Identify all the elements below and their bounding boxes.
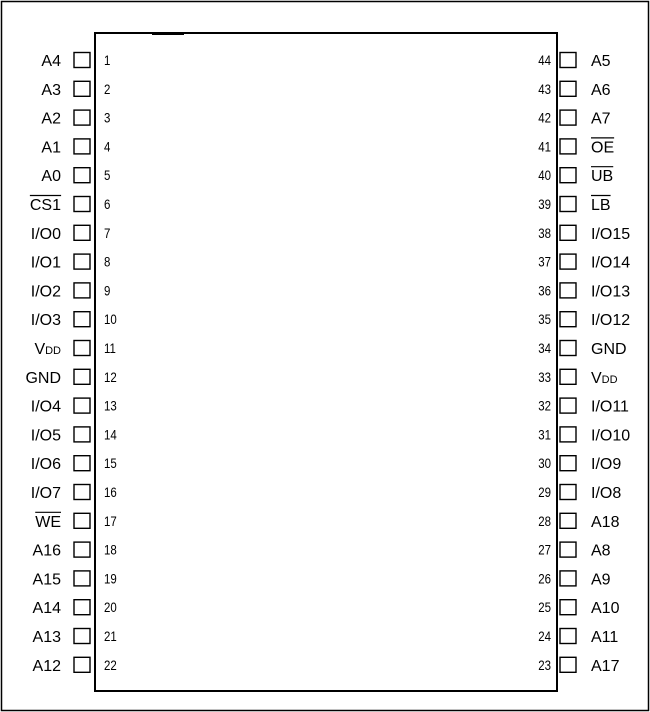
pin-signal-label	[591, 543, 611, 560]
signal-name: A4	[41, 53, 61, 70]
pin-number: 25	[538, 599, 551, 616]
pin-number: 12	[104, 368, 117, 386]
signal-name: I/O15	[591, 225, 631, 243]
pin-signal-label	[33, 571, 62, 588]
pin-pad	[560, 657, 576, 672]
signal-name: A15	[32, 571, 61, 589]
pin-17-we	[35, 512, 117, 531]
pin-signal-label	[25, 370, 61, 387]
signal-name: I/O14	[591, 254, 631, 272]
pin-26-a9	[538, 570, 610, 588]
pin-signal-label	[591, 456, 621, 473]
signal-name: A5	[591, 53, 611, 70]
pin-signal-label	[31, 456, 61, 473]
pin-19-a15	[33, 570, 117, 588]
pin-pad	[74, 427, 90, 442]
pin-signal-label	[41, 53, 61, 70]
pin-29-i-o8	[538, 484, 621, 502]
pin-14-i-o5	[31, 426, 117, 444]
pin-pad	[74, 542, 90, 557]
pin-number: 44	[538, 51, 551, 69]
pin-signal-label	[34, 341, 61, 358]
signal-name: A6	[591, 81, 611, 99]
pin-signal-label	[31, 485, 61, 502]
signal-name: V	[591, 369, 602, 387]
pin-number: 9	[104, 282, 111, 299]
pin-signal-label	[31, 255, 61, 272]
pin-pad	[74, 168, 90, 183]
signal-name: V	[34, 341, 46, 358]
pin-pad	[560, 254, 576, 269]
pin-pad	[560, 629, 576, 644]
signal-name: A3	[41, 81, 61, 99]
pin-number: 21	[104, 627, 117, 645]
pin-pad	[74, 81, 90, 96]
pin-number: 30	[538, 455, 551, 472]
pin-signal-label	[31, 283, 61, 300]
pin-pad	[560, 312, 576, 327]
signal-name: I/O1	[30, 254, 61, 272]
signal-name: WE	[35, 513, 61, 531]
pin-pad	[74, 341, 90, 356]
pin-pad	[74, 657, 90, 672]
chip-body	[95, 33, 557, 691]
pin-number: 7	[104, 224, 111, 242]
pin-number: 2	[104, 80, 111, 98]
pin-pad	[74, 139, 90, 154]
pin-signal-label	[591, 514, 620, 531]
pin-23-a17	[538, 657, 619, 675]
pin-pad	[560, 369, 576, 384]
signal-name: LB	[591, 197, 611, 214]
pin-signal-label	[31, 312, 61, 329]
signal-name: I/O7	[30, 485, 61, 502]
pin-signal-label	[591, 312, 630, 329]
pin-41-oe	[538, 138, 614, 157]
pin-signal-label	[591, 427, 630, 444]
pin-number: 28	[538, 512, 551, 530]
pin-signal-label	[33, 543, 62, 560]
signal-name: I/O10	[591, 427, 631, 445]
pin-42-a7	[538, 109, 610, 127]
pin-signal-label	[591, 255, 630, 272]
pin-39-lb	[538, 196, 610, 215]
pin-44-a5	[538, 52, 610, 70]
pin-signal-label	[31, 427, 61, 444]
signal-name: A16	[32, 542, 61, 560]
pin-number: 16	[104, 483, 117, 501]
pin-pad	[560, 571, 576, 586]
pin-number: 17	[104, 512, 117, 530]
pin-signal-label	[591, 168, 613, 185]
pin-number: 11	[104, 339, 116, 357]
pin-pad	[74, 283, 90, 298]
pin-number: 41	[538, 138, 551, 155]
pin-18-a16	[33, 541, 117, 559]
pin-number: 19	[104, 570, 117, 587]
pin-pad	[560, 168, 576, 183]
signal-subscript: DD	[45, 345, 61, 357]
pin-signal-label	[591, 600, 620, 617]
pin-number: 15	[104, 455, 117, 472]
signal-name: I/O4	[30, 398, 61, 416]
pin-pad	[560, 139, 576, 154]
pin-30-i-o9	[538, 455, 621, 473]
pin-pad	[560, 283, 576, 298]
pin-33-vdd	[538, 369, 617, 387]
signal-name: A7	[591, 110, 611, 128]
pin-pad	[560, 341, 576, 356]
pin-pad	[74, 456, 90, 471]
pin-signal-label	[41, 111, 61, 128]
pin-number: 27	[538, 541, 551, 558]
pin-signal-label	[591, 370, 618, 387]
pin-number: 39	[538, 195, 551, 213]
pin-number: 20	[104, 599, 117, 616]
pin-signal-label	[591, 658, 620, 675]
pin-pad	[74, 571, 90, 586]
pin-10-i-o3	[31, 311, 117, 329]
pin-27-a8	[538, 541, 610, 559]
signal-name: A10	[591, 600, 620, 618]
pin-signal-label	[31, 399, 61, 416]
signal-name: A0	[41, 168, 61, 186]
pin-11-vdd	[34, 340, 115, 358]
pin-number: 38	[538, 224, 551, 242]
pin-number: 33	[538, 368, 551, 386]
signal-name: A11	[591, 629, 619, 646]
signal-name: A14	[32, 600, 61, 618]
signal-name: I/O0	[30, 225, 61, 243]
pin-signal-label	[31, 226, 61, 243]
pin-signal-label	[591, 82, 611, 99]
pin-pad	[74, 629, 90, 644]
pin-pad	[560, 513, 576, 528]
signal-name: GND	[25, 369, 61, 387]
pin-16-i-o7	[31, 484, 117, 502]
pin-signal-label	[591, 53, 611, 70]
pin-signal-label	[33, 600, 62, 617]
pin-pad	[560, 398, 576, 413]
pin-number: 31	[538, 426, 551, 443]
pin-pad	[74, 513, 90, 528]
signal-name: I/O2	[30, 283, 61, 301]
pin-signal-label	[41, 168, 61, 185]
pin-20-a14	[33, 599, 117, 617]
pin-signal-label	[591, 111, 611, 128]
pin-pad	[74, 254, 90, 269]
pin-signal-label	[591, 571, 611, 588]
signal-name: OE	[591, 139, 615, 157]
signal-name: I/O11	[591, 398, 629, 416]
signal-name: A17	[591, 657, 620, 675]
pin-pad	[560, 81, 576, 96]
pin-signal-label	[41, 139, 61, 156]
pin-number: 18	[104, 541, 117, 558]
pin-signal-label	[591, 341, 627, 358]
pin-pad	[560, 427, 576, 442]
signal-name: A12	[32, 657, 61, 675]
pin-number: 37	[538, 253, 551, 270]
pin-13-i-o4	[31, 397, 117, 415]
signal-name: I/O12	[591, 312, 631, 330]
signal-name: I/O5	[30, 427, 61, 445]
pin-pad	[560, 456, 576, 471]
pin-number: 8	[104, 253, 111, 270]
pin-number: 1	[104, 51, 111, 69]
pin-pad	[560, 197, 576, 212]
pin-number: 34	[538, 339, 551, 357]
signal-name: A2	[41, 110, 61, 128]
pin-signal-label	[591, 197, 611, 214]
pin-pad	[560, 110, 576, 125]
pin-pad	[560, 485, 576, 500]
pin-signal-label	[41, 82, 61, 99]
pin-pad	[74, 600, 90, 615]
signal-name: I/O6	[30, 456, 61, 474]
pin-signal-label	[33, 658, 62, 675]
pin-signal-label	[591, 226, 630, 243]
pin-number: 24	[538, 627, 551, 645]
pin-28-a18	[538, 513, 619, 531]
signal-name: A1	[41, 139, 61, 157]
pin-pad	[74, 110, 90, 125]
pin-number: 4	[104, 138, 111, 155]
pin-pad	[560, 53, 576, 68]
pin-signal-label	[591, 629, 618, 646]
pin-number: 5	[104, 167, 111, 184]
pin-number: 40	[538, 167, 551, 184]
pin-pad	[74, 312, 90, 327]
pin-pad	[560, 225, 576, 240]
signal-name: GND	[591, 341, 627, 358]
pin-signal-label	[33, 629, 62, 646]
pin-signal-label	[591, 283, 630, 300]
pin-number: 22	[104, 656, 117, 674]
pin-signal-label	[35, 514, 61, 531]
pin-pad	[74, 369, 90, 384]
signal-name: CS1	[29, 197, 61, 214]
pin-number: 42	[538, 109, 551, 126]
pin-pad	[560, 542, 576, 557]
pin-number: 14	[104, 426, 117, 443]
pin-40-ub	[538, 167, 613, 186]
pin-signal-label	[591, 485, 621, 502]
signal-name: I/O3	[30, 312, 61, 330]
pin-number: 32	[538, 397, 551, 414]
pin-signal-label	[30, 197, 61, 214]
pin-number: 3	[104, 109, 111, 126]
pin-pad	[74, 398, 90, 413]
pin-pad	[74, 197, 90, 212]
pin-number: 43	[538, 80, 551, 98]
pin-pad	[74, 485, 90, 500]
pin-number: 26	[538, 570, 551, 587]
signal-subscript: DD	[601, 373, 618, 386]
signal-name: A9	[591, 571, 611, 589]
pin-15-i-o6	[31, 455, 117, 473]
signal-name: UB	[591, 168, 614, 186]
pin-number: 35	[538, 311, 551, 328]
signal-name: A8	[591, 542, 611, 560]
pin-number: 6	[104, 195, 111, 213]
pin-21-a13	[33, 628, 117, 646]
pin-number: 10	[104, 311, 117, 328]
pin-pad	[74, 53, 90, 68]
pin-signal-label	[591, 139, 614, 156]
pin-signal-label	[591, 399, 629, 416]
signal-name: I/O9	[591, 456, 622, 474]
signal-name: A13	[32, 629, 61, 646]
pin-number: 36	[538, 282, 551, 299]
pin-pad	[74, 225, 90, 240]
pin-43-a6	[538, 81, 610, 99]
pin-25-a10	[538, 599, 619, 617]
pin-22-a12	[33, 657, 117, 675]
signal-name: I/O13	[591, 283, 631, 301]
pin-number: 23	[538, 656, 551, 674]
signal-name: I/O8	[591, 485, 622, 502]
pin-24-a11	[538, 628, 618, 646]
pin-pad	[560, 600, 576, 615]
pin-number: 29	[538, 483, 551, 501]
pin-number: 13	[104, 397, 117, 414]
signal-name: A18	[591, 513, 620, 531]
